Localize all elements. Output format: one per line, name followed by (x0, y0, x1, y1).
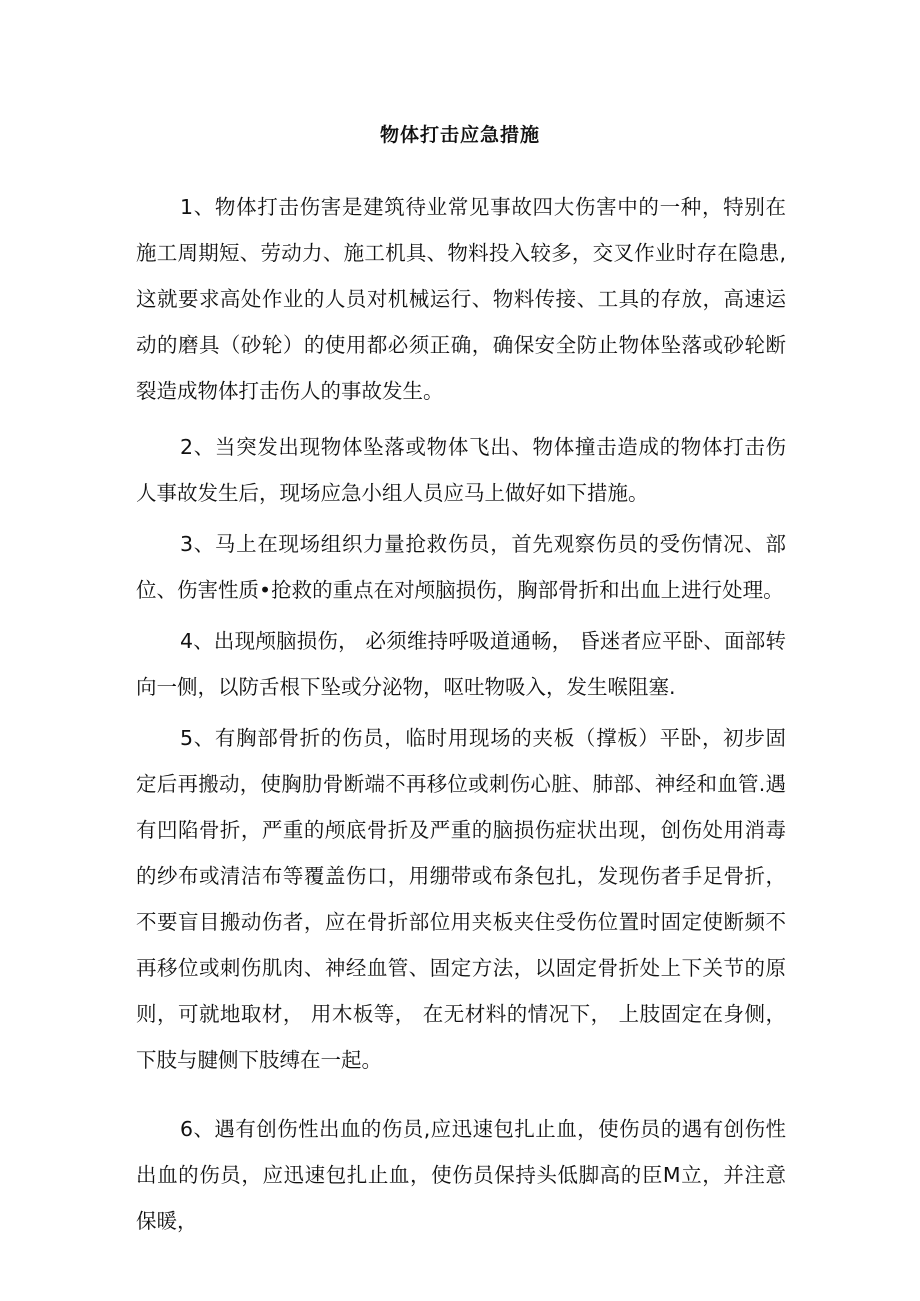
paragraph-1: 1、物体打击伤害是建筑待业常见事故四大伤害中的一种，特别在施工周期短、劳动力、施工机具、物料投入较多，交叉作业时存在隐患,这就要求高处作业的人员对机械运行、物料传接、工具的存放，高速运动的磨具（砂轮）的使用都必须正确，确保安全防止物体坠落或砂轮断裂造成物体打击伤人的事故发生。 (136, 194, 786, 403)
paragraph-2: 2、当突发出现物体坠落或物体飞出、物体撞击造成的物体打击伤人事故发生后，现场应急小组人员应马上做好如下措施。 (136, 434, 786, 505)
paragraph-3: 3、马上在现场组织力量抢救伤员，首先观察伤员的受伤情况、部位、伤害性质•抢救的重点在对颅脑损伤，胸部骨折和出血上进行处理。 (136, 531, 786, 602)
paragraph-5: 5、有胸部骨折的伤员，临时用现场的夹板（撑板）平卧，初步固定后再搬动，使胸肋骨断端不再移位或刺伤心脏、肺部、神经和血管.遇有凹陷骨折，严重的颅底骨折及严重的脑损伤症状出现，创伤处用消毒的纱布或清洁布等覆盖伤口，用绷带或布条包扎，发现伤者手足骨折，不要盲目搬动伤者，应在骨折部位用夹板夹住受伤位置时固定使断频不再移位或刺伤肌肉、神经血管、固定方法，以固定骨折处上下关节的原则，可就地取材， 用木板等， 在无材料的情况下， 上肢固定在身侧，下肢与腱侧下肢缚在一起。 (136, 725, 786, 1072)
paragraph-6: 6、遇有创伤性出血的伤员,应迅速包扎止血，使伤员的遇有创伤性出血的伤员，应迅速包扎止血，使伤员保持头低脚高的臣M立，并注意保暖， (136, 1116, 786, 1233)
paragraph-4: 4、出现颅脑损伤， 必须维持呼吸道通畅， 昏迷者应平卧、面部转向一侧，以防舌根下坠或分泌物，呕吐物吸入，发生喉阻塞. (136, 628, 786, 699)
page-title: 物体打击应急措施 (379, 124, 540, 146)
